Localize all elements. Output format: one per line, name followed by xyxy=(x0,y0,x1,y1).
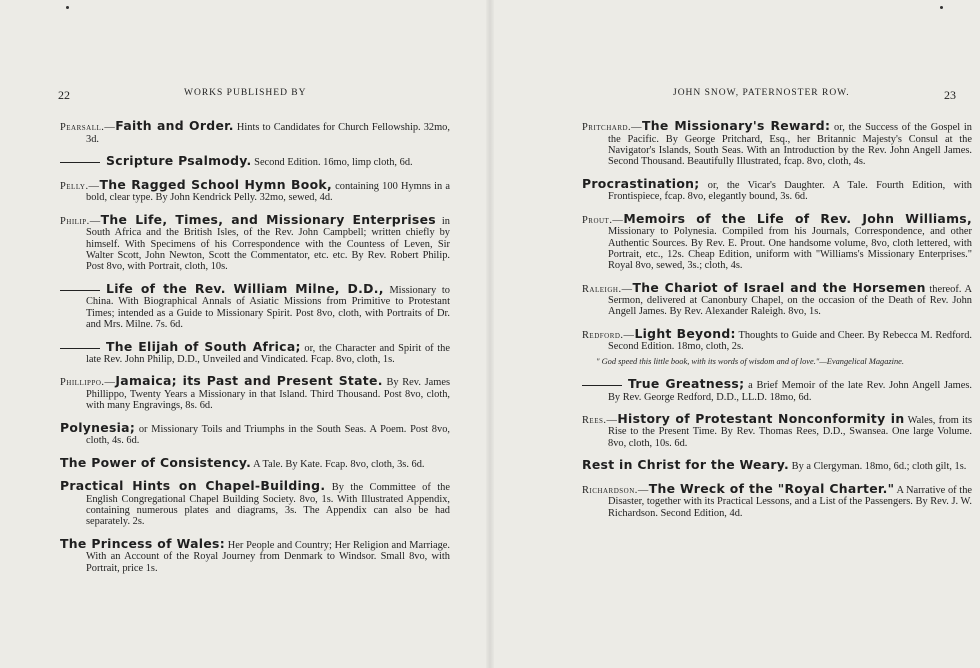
catalog-entry: Phillippo.—Jamaica; its Past and Present State. By Rev. James Phillippo, Twenty Years a Missionary in that Island. Third Thousand. Post 8vo, cloth, with many Engravings, 8s. 6d. xyxy=(60,373,450,412)
catalog-entry: Rest in Christ for the Weary. By a Clergyman. 18mo, 6d.; cloth gilt, 1s. xyxy=(582,457,967,473)
book-title: Jamaica; its Past and Present State. xyxy=(115,373,383,389)
catalog-entry: Philip.—The Life, Times, and Missionary Enterprises in South Africa and the British Isles, of the Rev. John Campbell; written chiefly by himself. With Specimens of his Correspondence with the Countess of Leven, Sir Walter Scott, John Newton, Scott the Commentator, etc. etc. By Rev. Robert Philip. Post 8vo, with Portrait, cloth, 10s. xyxy=(60,212,450,273)
ditto-dash xyxy=(60,348,100,349)
book-title: The Wreck of the "Royal Charter." xyxy=(648,481,895,497)
book-title: The Chariot of Israel and the Horsemen xyxy=(632,279,926,295)
catalog-entry: Scripture Psalmody. Second Edition. 16mo, limp cloth, 6d. xyxy=(60,155,450,168)
catalog-entry: Richardson.—The Wreck of the "Royal Charter." A Narrative of the Disaster, together with its Practical Lessons, and a List of the Passengers. By Rev. J. W. Richardson. Second Edition, 4d. xyxy=(582,481,972,519)
ditto-dash xyxy=(582,385,622,386)
book-title: Light Beyond: xyxy=(634,326,736,342)
catalog-entry: Pritchard.—The Missionary's Reward: or, the Success of the Gospel in the Pacific. By George Pritchard, Esq., her Britannic Majesty's Consul at the Navigator's Islands, South Seas. With an Introduction by the Rev. John Angell James. Second Thousand. Beautifully Illustrated, fcap. 8vo, cloth, 4s. xyxy=(582,118,972,168)
catalog-entry: Procrastination; or, the Vicar's Daughter. A Tale. Fourth Edition, with Frontispiece, fcap. 8vo, elegantly bound, 3s. 6d. xyxy=(582,175,972,203)
catalog-entry: Prout.—Memoirs of the Life of Rev. John Williams, Missionary to Polynesia. Compiled from his Journals, Correspondence, and other Authentic Sources. By Rev. E. Prout. One handsome volume, 8vo, cloth lettered, with Portrait, etc., 12s. Cheap Edition, uniform with "Williams's Missionary Enterprises." Royal 8vo, sewed, 3s.; cloth, 4s. xyxy=(582,210,972,272)
book-title: Scripture Psalmody. xyxy=(106,153,252,169)
book-title: The Elijah of South Africa; xyxy=(106,338,301,354)
book-title: The Life, Times, and Missionary Enterprises xyxy=(100,212,436,228)
book-title: True Greatness; xyxy=(628,376,745,392)
left-column xyxy=(60,110,450,582)
book-title: The Princess of Wales: xyxy=(60,536,225,552)
book-title: The Missionary's Reward: xyxy=(642,118,831,134)
book-title: Procrastination; xyxy=(582,175,700,191)
catalog-entry: The Power of Consistency. A Tale. By Kate. Fcap. 8vo, cloth, 3s. 6d. xyxy=(60,454,425,470)
catalog-entry: Rees.—History of Protestant Nonconformity in Wales, from its Rise to the Present Time. By Rev. Thomas Rees, D.D., Swansea. One large Volume. 8vo, cloth, 10s. 6d. xyxy=(582,411,972,449)
catalog-entry: True Greatness; a Brief Memoir of the late Rev. John Angell James. By Rev. George Redford, D.D., LL.D. 18mo, 6d. xyxy=(582,378,972,403)
catalog-entry: Pearsall.—Faith and Order. Hints to Candidates for Church Fellowship. 32mo, 3d. xyxy=(60,118,450,145)
ditto-dash xyxy=(60,162,100,163)
catalog-entry: Practical Hints on Chapel-Building. By the Committee of the English Congregational Chapel Building Society. 8vo, 1s. With Illustrated Appendix, containing numerous plates and diagrams, 3s. The Appendix can also be had separately. 2s. xyxy=(60,478,450,528)
catalog-entry: Pelly.—The Ragged School Hymn Book, containing 100 Hymns in a bold, clear type. By John Kendrick Pelly. 32mo, sewed, 4d. xyxy=(60,177,451,204)
book-title: Practical Hints on Chapel-Building. xyxy=(60,478,326,494)
page-number: 23 xyxy=(944,88,956,102)
running-header: WORKS PUBLISHED BY xyxy=(184,88,307,98)
scan-speck xyxy=(66,6,69,9)
review-quote: " God speed this little book, with its words of wisdom and of love."—Evangelical Magazine. xyxy=(596,356,904,366)
running-header: JOHN SNOW, PATERNOSTER ROW. xyxy=(673,88,850,98)
catalog-entry: Redford.—Light Beyond: Thoughts to Guide and Cheer. By Rebecca M. Redford. Second Edition. 18mo, cloth, 2s. xyxy=(582,326,972,353)
book-title: History of Protestant Nonconformity in xyxy=(617,411,905,427)
catalog-entry: Life of the Rev. William Milne, D.D., Missionary to China. With Biographical Annals of Asiatic Missions from Primitive to Protestant Times; intended as a Guide to Missionary Spirit. Post 8vo, cloth, with Portraits of Dr. and Mrs. Milne. 7s. 6d. xyxy=(60,283,450,330)
catalog-entry: Raleigh.—The Chariot of Israel and the Horsemen thereof. A Sermon, delivered at Canonbury Chapel, on the occasion of the Death of Rev. John Angell James. By Rev. Alexander Raleigh. 8vo, 1s. xyxy=(582,279,972,318)
book-title: The Power of Consistency. xyxy=(60,454,252,470)
right-column xyxy=(582,110,972,527)
right-page xyxy=(490,0,980,668)
book-title: Memoirs of the Life of Rev. John Williams, xyxy=(623,210,972,226)
book-title: The Ragged School Hymn Book, xyxy=(99,177,332,193)
book-title: Faith and Order. xyxy=(115,118,234,134)
book-title: Life of the Rev. William Milne, D.D., xyxy=(106,280,384,296)
page-number: 22 xyxy=(58,88,70,102)
catalog-entry: The Elijah of South Africa; or, the Character and Spirit of the late Rev. John Philip, D.D., Unveiled and Vindicated. Fcap. 8vo, cloth, 1s. xyxy=(60,341,450,366)
ditto-dash xyxy=(60,290,100,291)
catalog-entry: The Princess of Wales: Her People and Country; Her Religion and Marriage. With an Account of the Royal Journey from Denmark to Windsor. Small 8vo, with Portrait, price 1s. xyxy=(60,536,450,574)
book-title: Polynesia; xyxy=(60,419,136,435)
book-title: Rest in Christ for the Weary. xyxy=(582,457,790,473)
scan-speck xyxy=(940,6,943,9)
catalog-entry: Polynesia; or Missionary Toils and Triumphs in the South Seas. A Poem. Post 8vo, cloth, 4s. 6d. xyxy=(60,419,450,447)
